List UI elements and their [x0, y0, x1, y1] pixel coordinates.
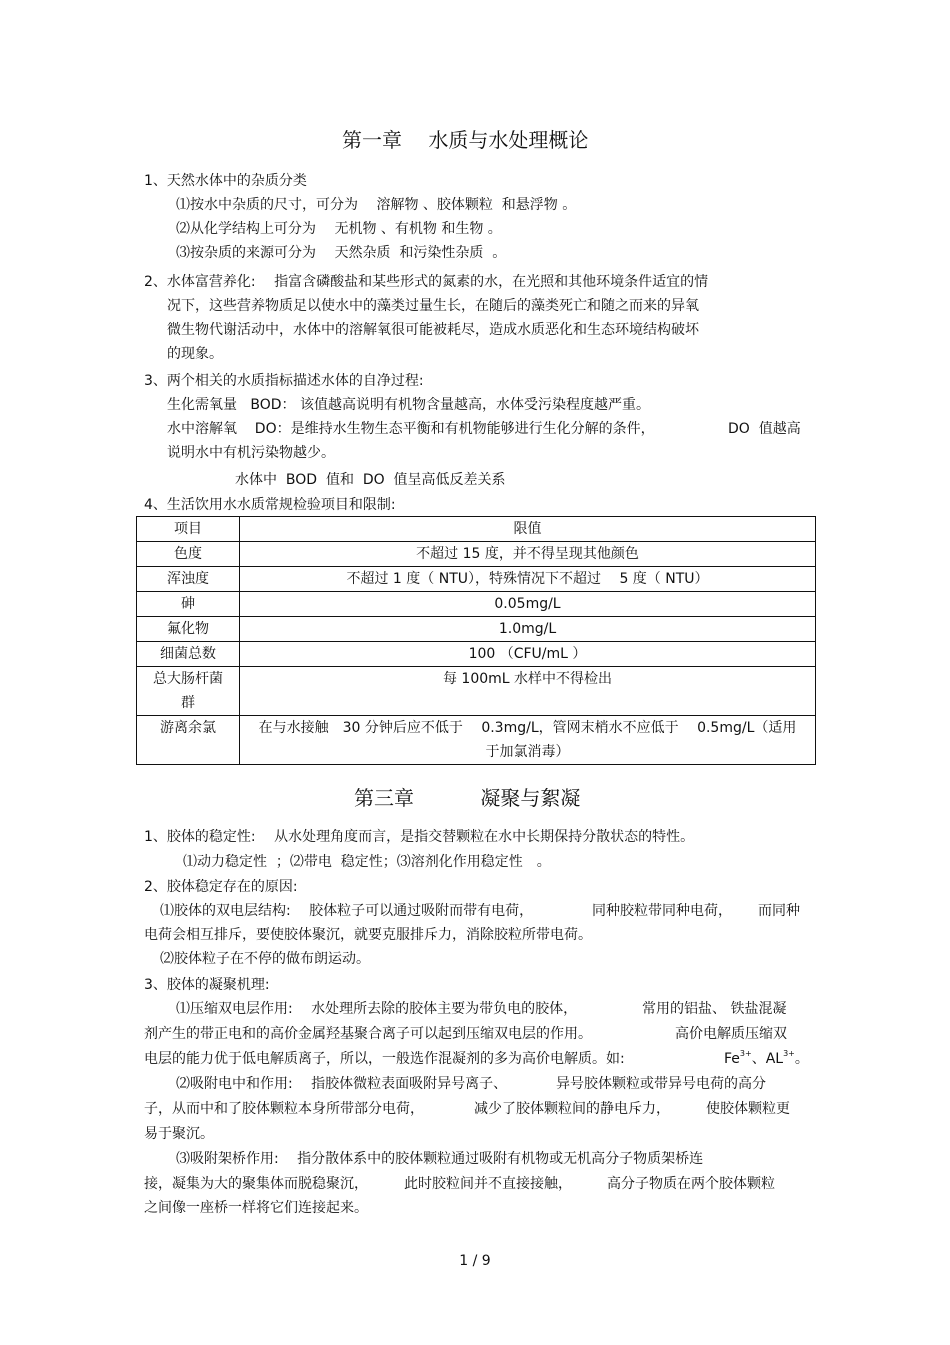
- row-item-line2: 群: [181, 695, 195, 711]
- row-limit: 不超过 1 度（ NTU），特殊情况下不超过 5 度（ NTU）: [240, 567, 816, 592]
- c3-s3-line4b: 异号胶体颗粒或带异号电荷的高分: [556, 1076, 766, 1092]
- c3-s3-line1b: 常用的铝盐、 铁盐混凝: [642, 1001, 787, 1017]
- s2-line4: 的现象。: [167, 346, 223, 362]
- s1-line2: ⑵从化学结构上可分为 无机物 、有机物 和生物 。: [176, 221, 502, 237]
- s3-line3: 说明水中有机污染物越少。: [167, 445, 335, 461]
- s3-line4: 水体中 BOD 值和 DO 值呈高低反差关系: [235, 472, 506, 488]
- row-limit: 100 （CFU/mL ）: [240, 642, 816, 667]
- s3-line1: 生化需氧量 BOD： 该值越高说明有机物含量越高，水体受污染程度越严重。: [167, 397, 650, 413]
- row-limit: 不超过 15 度，并不得呈现其他颜色: [240, 542, 816, 567]
- row-limit: [240, 716, 816, 765]
- s1-title: 1、天然水体中的杂质分类: [144, 173, 307, 189]
- c3-s3-line8c: 高分子物质在两个胶体颗粒: [607, 1176, 775, 1192]
- row-limit: 每 100mL 水样中不得检出: [240, 667, 816, 716]
- table-row: [137, 567, 816, 592]
- ion-end: 。: [794, 1051, 809, 1067]
- chapter1-title: 第一章 水质与水处理概论: [342, 128, 589, 152]
- row-item: [137, 667, 240, 716]
- row-item: 氟化物: [137, 617, 240, 642]
- table-row: [137, 617, 816, 642]
- table-row: [137, 592, 816, 617]
- c3-s2-line1c: 而同种: [758, 903, 800, 919]
- c3-s3-line4a: ⑵吸附电中和作用: 指胶体微粒表面吸附异号离子、: [176, 1076, 508, 1092]
- c3-s3-line8a: 接，凝集为大的聚集体而脱稳聚沉，: [144, 1176, 368, 1192]
- ion-list: [724, 1050, 809, 1068]
- c3-s2-line1a: ⑴胶体的双电层结构: 胶体粒子可以通过吸附而带有电荷，: [160, 903, 534, 919]
- s3-line2a: 水中溶解氧 DO：是维持水生物生态平衡和有机物能够进行生化分解的条件，: [167, 421, 655, 437]
- water-quality-table: [136, 516, 816, 765]
- chapter3-title: 第三章 凝聚与絮凝: [354, 786, 581, 810]
- c3-s3-line8b: 此时胶粒间并不直接接触，: [404, 1176, 572, 1192]
- row-item-line1: 总大肠杆菌: [153, 671, 223, 687]
- c3-s3-line2b: 高价电解质压缩双: [675, 1026, 787, 1042]
- c3-s3-line2a: 剂产生的带正电和的高价金属羟基聚合离子可以起到压缩双电层的作用。: [144, 1026, 592, 1042]
- row-limit: 1.0mg/L: [240, 617, 816, 642]
- s1-line3: ⑶按杂质的来源可分为 天然杂质 和污染性杂质 。: [176, 245, 507, 261]
- fe-ion: Fe: [724, 1051, 740, 1067]
- c3-s2-title: 2、胶体稳定存在的原因:: [144, 879, 298, 895]
- c3-s1-line1: 1、胶体的稳定性: 从水处理角度而言，是指交替颗粒在水中长期保持分散状态的特性。: [144, 829, 695, 845]
- table-row: [137, 542, 816, 567]
- table-header-row: [137, 517, 816, 542]
- s2-line2: 况下，这些营养物质足以使水中的藻类过量生长，在随后的藻类死亡和随之而来的异氧: [167, 298, 699, 314]
- c3-s2-line1b: 同种胶粒带同种电荷，: [592, 903, 732, 919]
- c3-s3-line7: ⑶吸附架桥作用: 指分散体系中的胶体颗粒通过吸附有机物或无机高分子物质架桥连: [176, 1151, 704, 1167]
- row-limit: 0.05mg/L: [240, 592, 816, 617]
- c3-s2-line2: 电荷会相互排斥，要使胶体聚沉，就要克服排斥力，消除胶粒所带电荷。: [144, 927, 592, 943]
- row-item: 浑浊度: [137, 567, 240, 592]
- s3-line2b: DO 值越高: [728, 421, 801, 437]
- row-item: 色度: [137, 542, 240, 567]
- c3-s3-title: 3、胶体的凝聚机理:: [144, 977, 270, 993]
- c3-s3-line6: 易于聚沉。: [144, 1126, 214, 1142]
- s2-line1: 2、水体富营养化: 指富含磷酸盐和某些形式的氮素的水，在光照和其他环境条件适宜的情: [144, 274, 709, 290]
- fe-charge: 3+: [739, 1049, 752, 1058]
- table-row: [137, 667, 816, 716]
- c3-s3-line1a: ⑴压缩双电层作用: 水处理所去除的胶体主要为带负电的胶体，: [176, 1001, 578, 1017]
- al-ion: AL: [765, 1051, 784, 1067]
- row-item: 砷: [137, 592, 240, 617]
- c3-s2-line3: ⑵胶体粒子在不停的做布朗运动。: [160, 951, 370, 967]
- c3-s3-line9: 之间像一座桥一样将它们连接起来。: [144, 1200, 368, 1216]
- c3-s3-line5a: 子，从而中和了胶体颗粒本身所带部分电荷，: [144, 1101, 424, 1117]
- s1-line1: ⑴按水中杂质的尺寸，可分为 溶解物 、胶体颗粒 和悬浮物 。: [176, 197, 577, 213]
- row-item: 游离余氯: [137, 716, 240, 765]
- table-row: [137, 716, 816, 765]
- header-item: 项目: [137, 517, 240, 542]
- s3-title: 3、两个相关的水质指标描述水体的自净过程:: [144, 373, 424, 389]
- s4-title: 4、生活饮用水水质常规检验项目和限制:: [144, 497, 396, 513]
- ion-separator: 、: [751, 1051, 766, 1067]
- al-charge: 3+: [783, 1049, 795, 1058]
- c3-s1-line2: ⑴动力稳定性 ；⑵带电 稳定性；⑶溶剂化作用稳定性 。: [183, 854, 551, 870]
- row-item: 细菌总数: [137, 642, 240, 667]
- s2-line3: 微生物代谢活动中，水体中的溶解氧很可能被耗尽，造成水质恶化和生态环境结构破坏: [167, 322, 699, 338]
- row-limit-line1: 在与水接触 30 分钟后应不低于 0.3mg/L，管网末梢水不应低于 0.5mg/L（适用: [258, 720, 797, 736]
- c3-s3-line5b: 减少了胶体颗粒间的静电斥力，: [474, 1101, 670, 1117]
- row-limit-line2: 于加氯消毒）: [485, 744, 570, 760]
- c3-s3-line5c: 使胶体颗粒更: [706, 1101, 790, 1117]
- c3-s3-line3: 电层的能力优于低电解质离子，所以，一般选作混凝剂的多为高价电解质。如:: [144, 1051, 625, 1067]
- table-row: [137, 642, 816, 667]
- page-number: 1 / 9: [459, 1253, 491, 1269]
- header-limit: 限值: [240, 517, 816, 542]
